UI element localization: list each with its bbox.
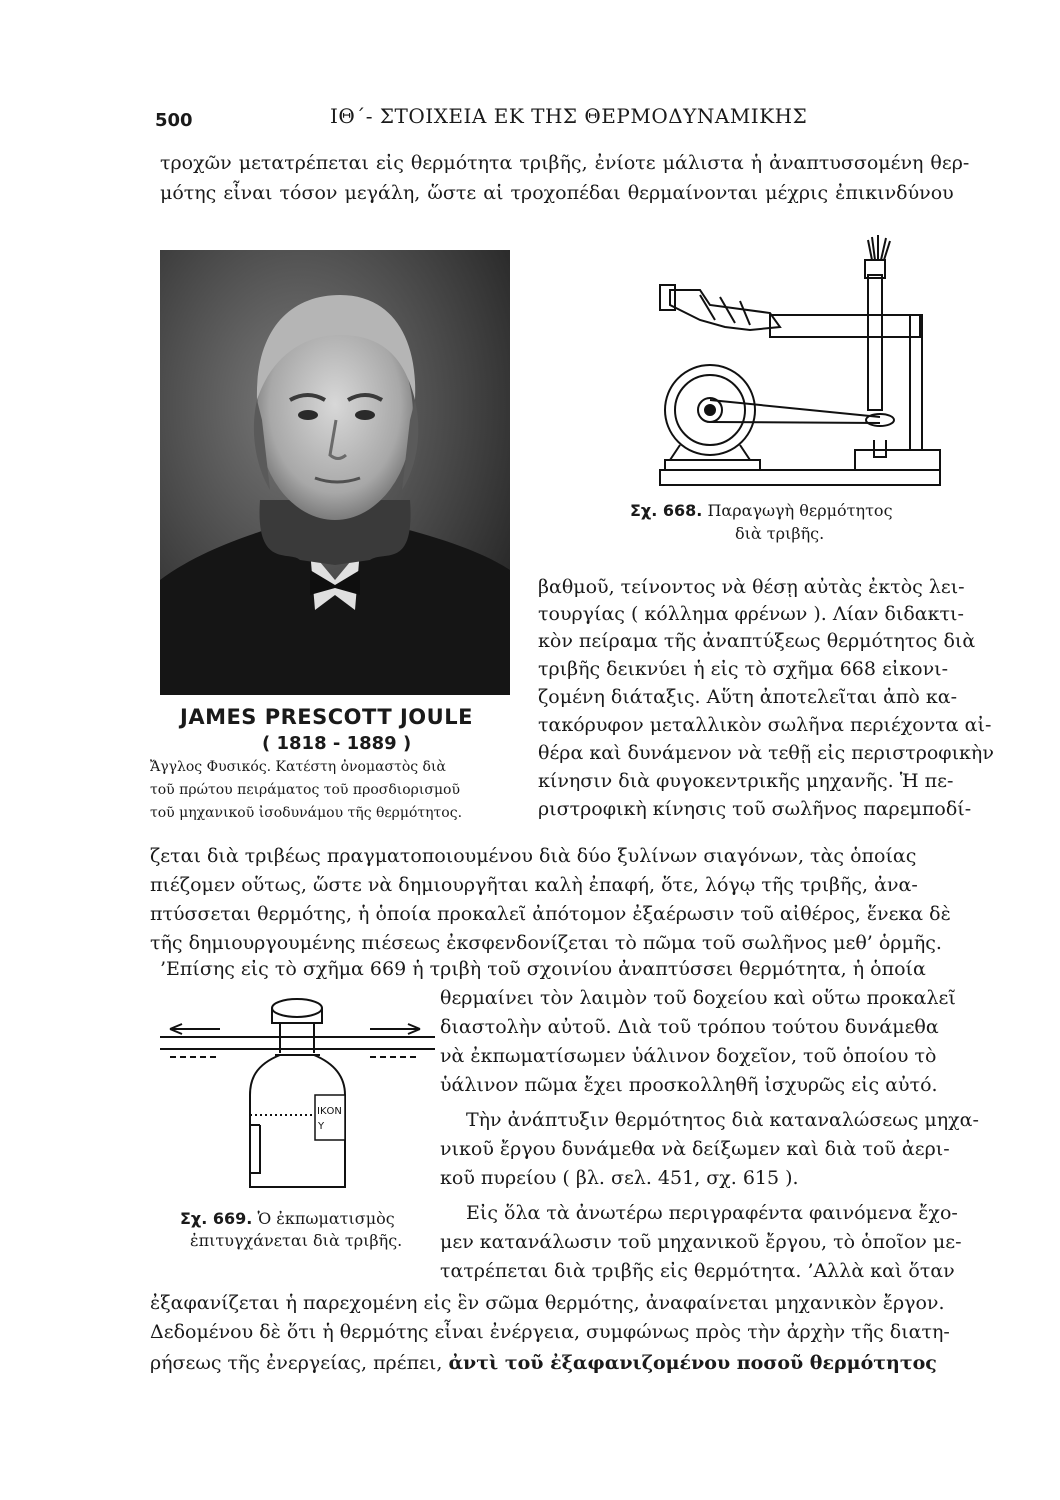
body-line: τριβῆς δεικνύει ἡ εἰς τὸ σχῆμα 668 εἰκονι- <box>538 658 949 680</box>
figure-668-drawing <box>640 235 950 499</box>
portrait-dates: ( 1818 - 1889 ) <box>262 733 412 754</box>
body-line: τατρέπεται διὰ τριβῆς εἰς θερμότητα. ’Αλλὰ καὶ ὅταν <box>440 1260 955 1282</box>
body-line: νὰ ἐκπωματίσωμεν ὑάλινον δοχεῖον, τοῦ ὁποίου τὸ <box>440 1045 937 1067</box>
friction-apparatus-illustration <box>640 235 950 495</box>
figure-669-drawing <box>160 995 435 1199</box>
figure-668-caption <box>630 501 893 520</box>
body-line: Δεδομένου δὲ ὅτι ἡ θερμότης εἶναι ἐνέργεια, συμφώνως πρὸς τὴν ἀρχὴν τῆς διατη- <box>150 1321 950 1343</box>
bottle-label-text: Υ <box>318 1121 325 1132</box>
portrait-caption-line: τοῦ πρώτου πειράματος τοῦ προσδιορισμοῦ <box>150 782 460 798</box>
body-line: Εἰς ὅλα τὰ ἀνωτέρω περιγραφέντα φαινόμενα ἔχο- <box>466 1202 958 1224</box>
body-line: τακόρυφον μεταλλικὸν σωλῆνα περιέχοντα αἰ- <box>538 714 992 736</box>
running-head: ΙΘ΄- ΣΤΟΙΧΕΙΑ ΕΚ ΤΗΣ ΘΕΡΜΟΔΥΝΑΜΙΚΗΣ <box>330 104 808 128</box>
body-line: ὑάλινον πῶμα ἔχει προσκολληθῆ ἰσχυρῶς εἰς αὐτό. <box>440 1074 938 1096</box>
figure-669-caption <box>180 1209 395 1228</box>
figure-668-number: Σχ. 668. <box>630 501 703 520</box>
page-number: 500 <box>155 110 193 131</box>
body-line <box>150 1350 937 1376</box>
body-line: κὸν πείραμα τῆς ἀναπτύξεως θερμότητος διὰ <box>538 630 976 652</box>
portrait-photo <box>160 250 510 695</box>
body-line: διαστολὴν αὐτοῦ. Διὰ τοῦ τρόπου τούτου δυνάμεθα <box>440 1016 939 1038</box>
portrait-caption-line: τοῦ μηχανικοῦ ἰσοδυνάμου τῆς θερμότητος. <box>150 805 463 821</box>
portrait-image <box>160 250 510 695</box>
figure-669-caption-text: Ὁ ἐκπωματισμὸς <box>257 1209 395 1228</box>
body-line: μεν κατανάλωσιν τοῦ μηχανικοῦ ἔργου, τὸ ὁποῖον με- <box>440 1231 962 1253</box>
body-line: μότης εἶναι τόσον μεγάλη, ὥστε αἱ τροχοπέδαι θερμαίνονται μέχρις ἐπικινδύνου <box>160 182 954 204</box>
body-line: βαθμοῦ, τείνοντος νὰ θέσῃ αὐτὰς ἐκτὸς λει- <box>538 576 965 598</box>
body-line: ζομένη διάταξις. Αὕτη ἀποτελεῖται ἀπὸ κα- <box>538 686 958 708</box>
portrait-name: JAMES PRESCOTT JOULE <box>180 705 473 729</box>
body-line: τῆς δημιουργουμένης πιέσεως ἐκσφενδονίζεται τὸ πῶμα τοῦ σωλῆνος μεθ’ ὁρμῆς. <box>150 932 942 954</box>
body-line: ριστροφικὴ κίνησις τοῦ σωλῆνος παρεμποδί- <box>538 798 972 820</box>
body-line-plain: ρήσεως τῆς ἐνεργείας, πρέπει, <box>150 1352 449 1374</box>
figure-669-number: Σχ. 669. <box>180 1209 253 1228</box>
body-line: ’Επίσης εἰς τὸ σχῆμα 669 ἡ τριβὴ τοῦ σχοινίου ἀναπτύσσει θερμότητα, ἡ ὁποία <box>160 958 926 980</box>
body-line: ζεται διὰ τριβέως πραγματοποιουμένου διὰ δύο ξυλίνων σιαγόνων, τὰς ὁποίας <box>150 845 917 867</box>
body-line: πτύσσεται θερμότης, ἡ ὁποία προκαλεῖ ἀπότομον ἐξαέρωσιν τοῦ αἰθέρος, ἕνεκα δὲ <box>150 903 951 925</box>
body-line: θερμαίνει τὸν λαιμὸν τοῦ δοχείου καὶ οὕτω προκαλεῖ <box>440 987 956 1009</box>
body-line: τουργίας ( κόλλημα φρένων ). Λίαν διδακτι- <box>538 603 964 625</box>
body-line: ἐξαφανίζεται ἡ παρεχομένη εἰς ἓν σῶμα θερμότης, ἀναφαίνεται μηχανικὸν ἔργον. <box>150 1292 945 1314</box>
emphasized-text: ἀντὶ τοῦ ἐξαφανιζομένου ποσοῦ θερμότητος <box>448 1352 937 1374</box>
bottle-label-text: ΙΚΟΝ <box>317 1106 342 1117</box>
body-line: Τὴν ἀνάπτυξιν θερμότητος διὰ καταναλώσεως μηχα- <box>466 1109 979 1131</box>
body-line: νικοῦ ἔργου δυνάμεθα νὰ δείξωμεν καὶ διὰ τοῦ ἀερι- <box>440 1138 950 1160</box>
bottle-rope-illustration <box>160 995 435 1195</box>
body-line: κοῦ πυρείου ( βλ. σελ. 451, σχ. 615 ). <box>440 1167 799 1189</box>
body-line: πιέζομεν οὕτως, ὥστε νὰ δημιουργῆται καλὴ ἐπαφή, ὅτε, λόγῳ τῆς τριβῆς, ἀνα- <box>150 874 918 896</box>
body-line: τροχῶν μετατρέπεται εἰς θερμότητα τριβῆς, ἐνίοτε μάλιστα ἡ ἀναπτυσσομένη θερ- <box>160 152 970 174</box>
portrait-caption-line: Ἄγγλος Φυσικός. Κατέστη ὀνομαστὸς διὰ <box>150 759 446 775</box>
figure-669-caption-line-2: ἐπιτυγχάνεται διὰ τριβῆς. <box>190 1231 403 1250</box>
figure-668-caption-line-2: διὰ τριβῆς. <box>735 524 825 543</box>
body-line: θέρα καὶ δυνάμενον νὰ τεθῇ εἰς περιστροφικὴν <box>538 742 994 764</box>
figure-668-caption-text: Παραγωγὴ θερμότητος <box>707 501 893 520</box>
body-line: κίνησιν διὰ φυγοκεντρικῆς μηχανῆς. Ἡ πε- <box>538 770 954 792</box>
